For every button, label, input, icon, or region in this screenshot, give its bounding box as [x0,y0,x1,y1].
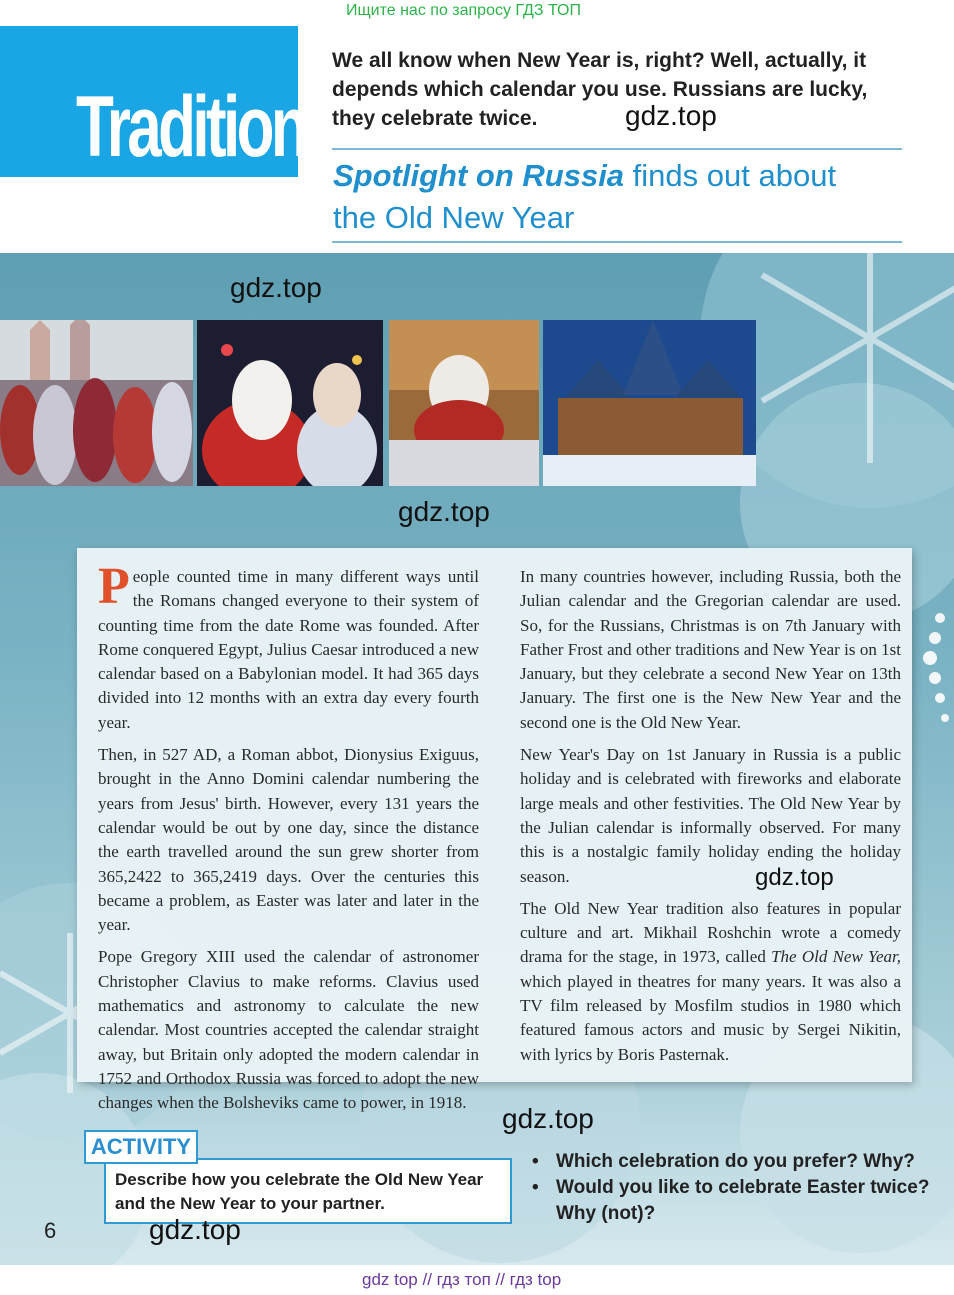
article-paragraph: The Old New Year tradition also features in popular culture and art. Mikhail Roshchin wrote a comedy drama for the stage, in 1973, called The Old New Year, which played in theatres for many years. It was also a TV film released by Mosfilm studios in 1980 which featured famous actors and music by Sergei Nikitin, with lyrics by Boris Pasternak. [520,898,901,1064]
article-panel [77,548,912,1113]
activity-label: ACTIVITY [84,1130,198,1164]
top-search-note: Ищите нас по запросу ГДЗ ТОП [346,2,581,19]
intro-paragraph: We all know when New Year is, right? Well, actually, it depends which calendar you use. Russians are lucky, they celebrate twice. [332,49,868,130]
footer-watermark: gdz top // гдз топ // гдз top [362,1270,562,1289]
spotlight-heading [333,155,933,239]
article-paragraph: Pope Gregory XIII used the calendar of astronomer Christopher Clavius to make reforms. Clavius used mathematics and astronomy to calculate the new calendar. Most countries accepted the calendar straight away, but Britain only adopted the modern calendar in 1752 and Orthodox Russia was forced to adopt the new changes when the Bolsheviks came to power, in 1918. [98,947,479,1113]
father-frost-letters-photo [389,320,539,486]
question-item: • Would you like to celebrate Easter twice? Why (not)? [530,1175,930,1227]
watermark: gdz.top [230,272,322,303]
discussion-questions [530,1149,930,1227]
article-paragraph: Then, in 527 AD, a Roman abbot, Dionysius Exiguus, brought in the Anno Domini calendar numbering the years from Jesus' birth. However, every 131 years the calendar would be out by one day, since the distance the earth travelled around the sun grew shorter from 365,2422 to 365,2419 days. Over the centuries this became a problem, as Easter was later and later in the year. [98,745,479,935]
question-item: • Which celebration do you prefer? Why? [530,1149,930,1175]
watermark: gdz.top [755,864,834,891]
watermark: gdz.top [625,100,717,131]
play-title: The Old New Year, [771,947,901,967]
drop-cap: P [98,558,130,615]
article-paragraph: New Year's Day on 1st January in Russia is a public holiday and is celebrated with fireworks and elaborate large meals and other festivities. The Old New Year by the Julian calendar is informally observed. For many this is a nostalgic family holiday ending the holiday season. [520,745,901,886]
spotlight-brand: Spotlight on Russia [333,158,625,193]
article-paragraph: In many countries however, including Russia, both the Julian calendar and the Gregorian calendar are used. So, for the Russians, Christmas is on 7th January with Father Frost and other traditions and New Year is on 1st January, but they celebrate a second New Year on 13th January. The first one is the New New Year and the second one is the Old New Year. [520,567,901,732]
wooden-residence-photo [543,320,756,486]
title-banner [0,26,306,177]
divider [332,148,902,150]
watermark: gdz.top [502,1103,594,1134]
watermark: gdz.top [398,496,490,527]
activity-text: Describe how you celebrate the Old New Year and the New Year to your partner. [115,1170,484,1213]
spotlight-subtitle: the Old New Year [333,200,575,235]
father-frost-snow-maiden-photo [197,320,383,486]
watermark: gdz.top [149,1214,241,1245]
article-paragraph: People counted time in many different ways until the Romans changed everyone to their system of counting time from the date Rome was founded. After Rome conquered Egypt, Julius Caesar introduced a new calendar based on a Babylonian model. It had 365 days divided into 12 months with an extra day every fourth year. [98,558,479,732]
article-right-column [520,565,901,1075]
page-number: 6 [44,1218,57,1243]
spotlight-text: finds out about [624,158,837,193]
article-left-column [98,558,479,1124]
page-title: Tradition [76,79,306,175]
divider [332,241,902,243]
people-in-costumes-photo [0,320,193,486]
